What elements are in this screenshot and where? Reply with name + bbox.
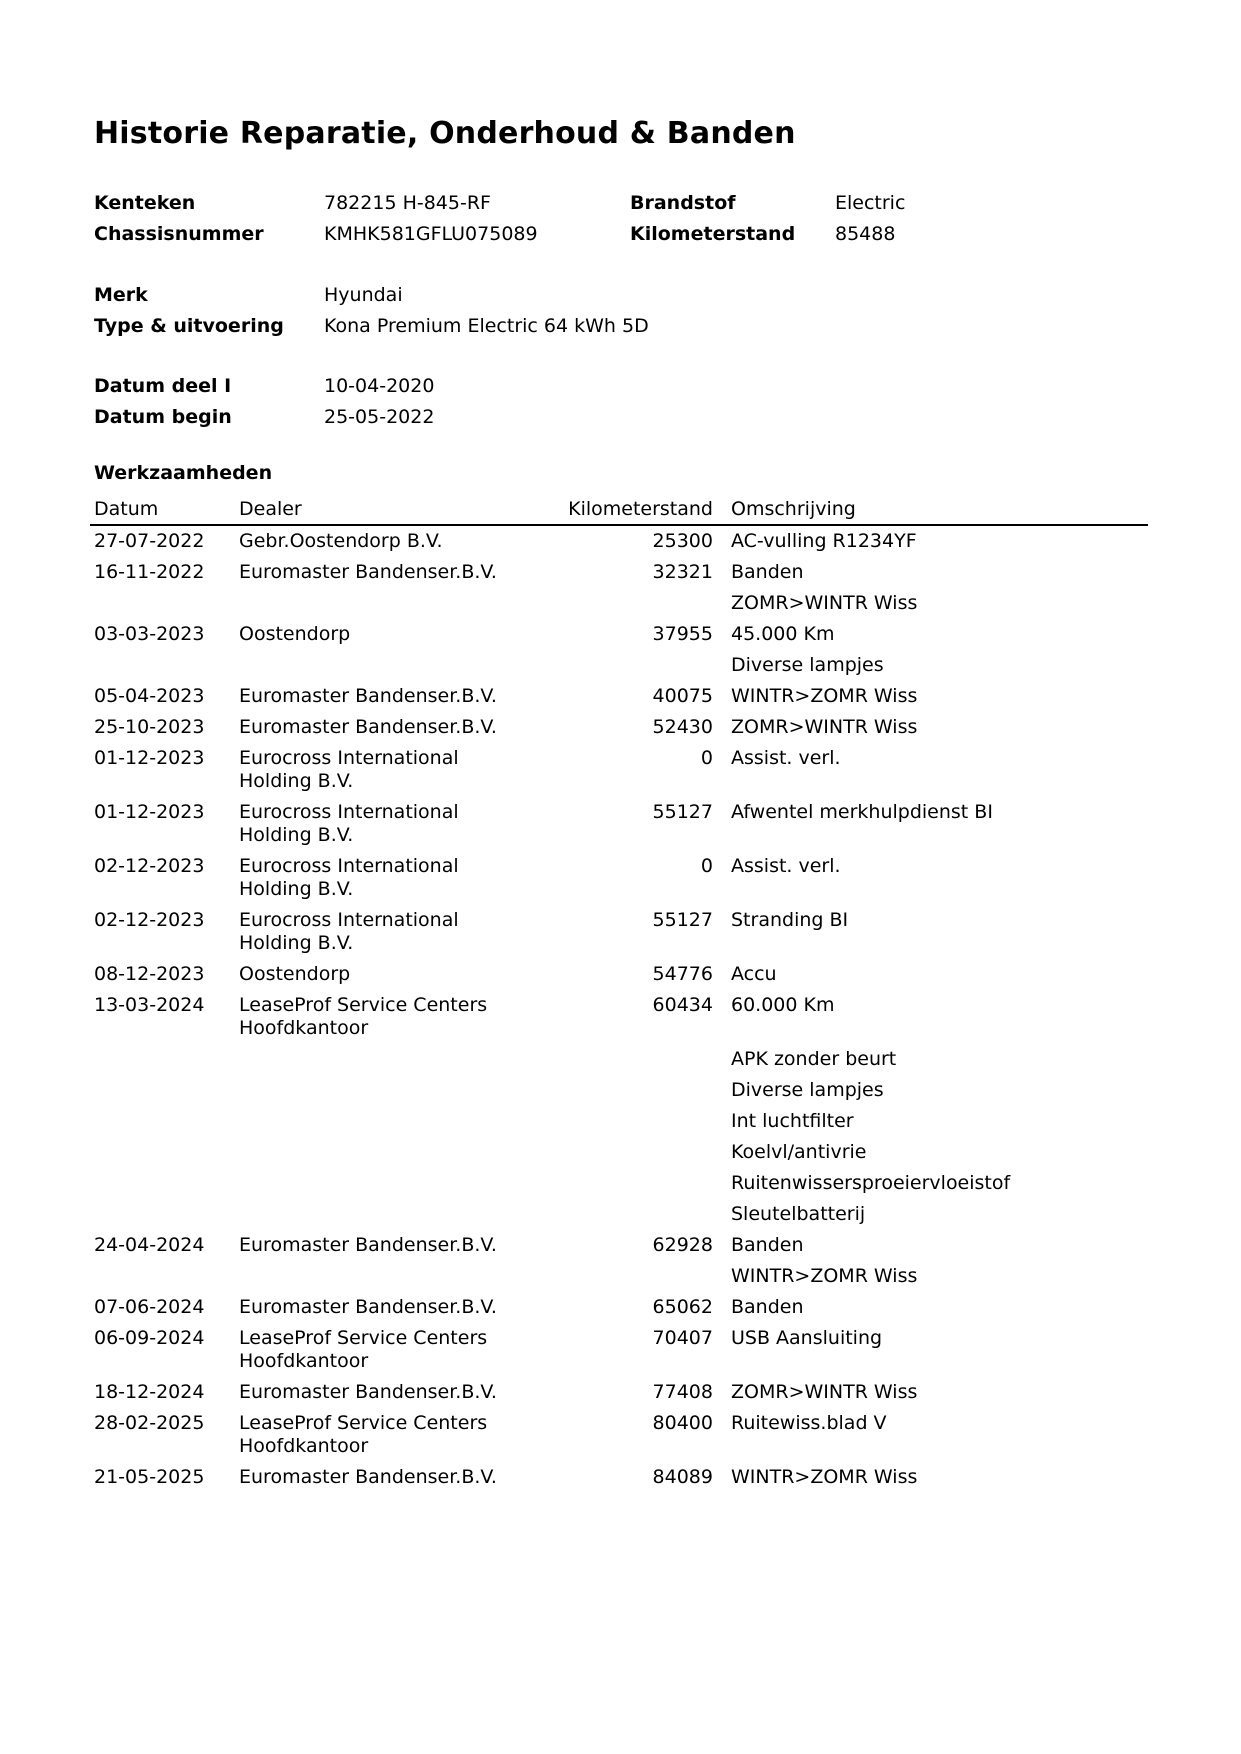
cell-dealer [235, 1137, 535, 1168]
cell-datum: 07-06-2024 [94, 1296, 205, 1318]
cell-dealer: Euromaster Bandenser.B.V. [239, 1466, 497, 1488]
cell-omschrijving: WINTR>ZOMR Wiss [731, 1466, 918, 1488]
cell-datum: 18-12-2024 [94, 1381, 205, 1403]
datum-deel-value: 10-04-2020 [324, 375, 435, 397]
type-value: Kona Premium Electric 64 kWh 5D [324, 315, 649, 337]
cell-omschrijving: Stranding BI [731, 909, 849, 931]
cell-kilometerstand: 37955 [652, 623, 713, 645]
cell-dealer: Oostendorp [239, 623, 351, 645]
cell-dealer [235, 1199, 535, 1230]
cell-kilometerstand: 55127 [652, 909, 713, 931]
cell-omschrijving: USB Aansluiting [731, 1327, 883, 1349]
cell-kilometerstand: 25300 [652, 530, 713, 552]
table-row [90, 1199, 1148, 1230]
cell-omschrijving: Banden [731, 1234, 804, 1256]
datum-deel-label: Datum deel I [94, 375, 232, 397]
cell-omschrijving: 60.000 Km [731, 994, 835, 1016]
merk-value: Hyundai [324, 284, 403, 306]
cell-kilometerstand: 70407 [652, 1327, 713, 1349]
cell-kilometerstand: 0 [700, 855, 713, 877]
table-row [90, 619, 1148, 650]
cell-kilometerstand [535, 1261, 727, 1292]
table-row [90, 1462, 1148, 1493]
cell-omschrijving: Banden [731, 1296, 804, 1318]
cell-datum: 13-03-2024 [94, 994, 205, 1016]
table-body [90, 525, 1148, 1493]
cell-datum: 01-12-2023 [94, 747, 205, 769]
cell-dealer: Euromaster Bandenser.B.V. [239, 1381, 497, 1403]
table-row [90, 990, 1148, 1044]
cell-omschrijving: Banden [731, 561, 804, 583]
table-row [90, 959, 1148, 990]
cell-dealer: Euromaster Bandenser.B.V. [239, 1296, 497, 1318]
table-row [90, 1137, 1148, 1168]
table-row [90, 851, 1148, 905]
cell-dealer [235, 1044, 535, 1075]
cell-kilometerstand [535, 1106, 727, 1137]
cell-omschrijving: Diverse lampjes [731, 1079, 884, 1101]
cell-dealer: Eurocross International Holding B.V. [239, 909, 459, 954]
kilometerstand-value: 85488 [835, 223, 896, 245]
cell-kilometerstand: 80400 [652, 1412, 713, 1434]
table-row [90, 797, 1148, 851]
section-title-werkzaamheden: Werkzaamheden [94, 462, 273, 484]
cell-kilometerstand: 0 [700, 747, 713, 769]
cell-kilometerstand: 52430 [652, 716, 713, 738]
cell-dealer: Euromaster Bandenser.B.V. [239, 1234, 497, 1256]
cell-datum [90, 588, 235, 619]
cell-omschrijving: Ruitewiss.blad V [731, 1412, 887, 1434]
page-title: Historie Reparatie, Onderhoud & Banden [94, 116, 796, 151]
cell-kilometerstand: 65062 [652, 1296, 713, 1318]
cell-kilometerstand [535, 1137, 727, 1168]
cell-datum: 01-12-2023 [94, 801, 205, 823]
merk-label: Merk [94, 284, 148, 306]
cell-dealer: Euromaster Bandenser.B.V. [239, 685, 497, 707]
kenteken-value: 782215 H-845-RF [324, 192, 491, 214]
cell-dealer [235, 1075, 535, 1106]
table-row [90, 1168, 1148, 1199]
chassis-value: KMHK581GFLU075089 [324, 223, 538, 245]
cell-dealer: Gebr.Oostendorp B.V. [239, 530, 443, 552]
table-row [90, 525, 1148, 557]
cell-omschrijving: ZOMR>WINTR Wiss [731, 592, 918, 614]
cell-datum: 28-02-2025 [94, 1412, 205, 1434]
cell-datum [90, 1137, 235, 1168]
cell-datum: 08-12-2023 [94, 963, 205, 985]
cell-kilometerstand: 40075 [652, 685, 713, 707]
cell-dealer: LeaseProf Service Centers Hoofdkantoor [239, 1327, 488, 1372]
table-row [90, 681, 1148, 712]
cell-omschrijving: ZOMR>WINTR Wiss [731, 716, 918, 738]
cell-datum [90, 1168, 235, 1199]
cell-dealer [235, 650, 535, 681]
cell-kilometerstand: 77408 [652, 1381, 713, 1403]
kenteken-label: Kenteken [94, 192, 196, 214]
cell-datum: 24-04-2024 [94, 1234, 205, 1256]
cell-kilometerstand: 55127 [652, 801, 713, 823]
table-row [90, 712, 1148, 743]
cell-omschrijving: Int luchtfilter [731, 1110, 854, 1132]
cell-dealer: LeaseProf Service Centers Hoofdkantoor [239, 1412, 488, 1457]
cell-omschrijving: Afwentel merkhulpdienst BI [731, 801, 993, 823]
brandstof-label: Brandstof [630, 192, 736, 214]
cell-datum [90, 1199, 235, 1230]
cell-datum: 21-05-2025 [94, 1466, 205, 1488]
cell-omschrijving: Accu [731, 963, 777, 985]
cell-omschrijving: Assist. verl. [731, 747, 841, 769]
cell-datum [90, 1044, 235, 1075]
table-row [90, 1323, 1148, 1377]
cell-kilometerstand [535, 650, 727, 681]
cell-datum [90, 1075, 235, 1106]
cell-kilometerstand [535, 588, 727, 619]
cell-datum: 06-09-2024 [94, 1327, 205, 1349]
table-row [90, 1377, 1148, 1408]
cell-datum: 03-03-2023 [94, 623, 205, 645]
cell-omschrijving: Koelvl/antivrie [731, 1141, 867, 1163]
cell-dealer: Euromaster Bandenser.B.V. [239, 716, 497, 738]
cell-omschrijving: AC-vulling R1234YF [731, 530, 917, 552]
table-row [90, 1106, 1148, 1137]
table-row [90, 1230, 1148, 1261]
table-header-row [90, 495, 1148, 525]
cell-kilometerstand: 84089 [652, 1466, 713, 1488]
cell-dealer: Eurocross International Holding B.V. [239, 801, 459, 846]
work-table [90, 495, 1148, 1493]
cell-omschrijving: WINTR>ZOMR Wiss [731, 1265, 918, 1287]
header-kilometerstand: Kilometerstand [535, 495, 727, 525]
datum-begin-label: Datum begin [94, 406, 232, 428]
cell-datum: 16-11-2022 [94, 561, 205, 583]
cell-datum: 05-04-2023 [94, 685, 205, 707]
cell-datum [90, 1106, 235, 1137]
header-datum: Datum [90, 495, 235, 525]
cell-kilometerstand [535, 1199, 727, 1230]
kilometerstand-label: Kilometerstand [630, 223, 796, 245]
cell-datum [90, 650, 235, 681]
cell-dealer [235, 588, 535, 619]
header-dealer: Dealer [235, 495, 535, 525]
chassis-label: Chassisnummer [94, 223, 264, 245]
cell-omschrijving: APK zonder beurt [731, 1048, 897, 1070]
cell-datum: 27-07-2022 [94, 530, 205, 552]
table-row [90, 1292, 1148, 1323]
cell-omschrijving: Ruitenwissersproeiervloeistof [731, 1172, 1011, 1194]
table-row [90, 743, 1148, 797]
cell-datum: 25-10-2023 [94, 716, 205, 738]
cell-kilometerstand [535, 1075, 727, 1106]
cell-datum: 02-12-2023 [94, 855, 205, 877]
cell-dealer [235, 1168, 535, 1199]
cell-dealer [235, 1261, 535, 1292]
table-row [90, 557, 1148, 588]
cell-dealer: LeaseProf Service Centers Hoofdkantoor [239, 994, 488, 1039]
table-row [90, 1075, 1148, 1106]
cell-kilometerstand: 62928 [652, 1234, 713, 1256]
cell-dealer [235, 1106, 535, 1137]
cell-kilometerstand: 54776 [652, 963, 713, 985]
cell-omschrijving: WINTR>ZOMR Wiss [731, 685, 918, 707]
table-row [90, 650, 1148, 681]
datum-begin-value: 25-05-2022 [324, 406, 435, 428]
table-row [90, 905, 1148, 959]
table-row [90, 588, 1148, 619]
type-label: Type & uitvoering [94, 315, 284, 337]
cell-datum [90, 1261, 235, 1292]
table-row [90, 1044, 1148, 1075]
cell-dealer: Eurocross International Holding B.V. [239, 855, 459, 900]
cell-kilometerstand: 60434 [652, 994, 713, 1016]
cell-omschrijving: ZOMR>WINTR Wiss [731, 1381, 918, 1403]
cell-omschrijving: Assist. verl. [731, 855, 841, 877]
cell-omschrijving: 45.000 Km [731, 623, 835, 645]
header-omschrijving: Omschrijving [727, 495, 1148, 525]
cell-dealer: Euromaster Bandenser.B.V. [239, 561, 497, 583]
cell-kilometerstand: 32321 [652, 561, 713, 583]
cell-dealer: Oostendorp [239, 963, 351, 985]
cell-kilometerstand [535, 1044, 727, 1075]
cell-datum: 02-12-2023 [94, 909, 205, 931]
cell-dealer: Eurocross International Holding B.V. [239, 747, 459, 792]
cell-kilometerstand [535, 1168, 727, 1199]
table-row [90, 1261, 1148, 1292]
table-row [90, 1408, 1148, 1462]
cell-omschrijving: Sleutelbatterij [731, 1203, 866, 1225]
cell-omschrijving: Diverse lampjes [731, 654, 884, 676]
brandstof-value: Electric [835, 192, 906, 214]
